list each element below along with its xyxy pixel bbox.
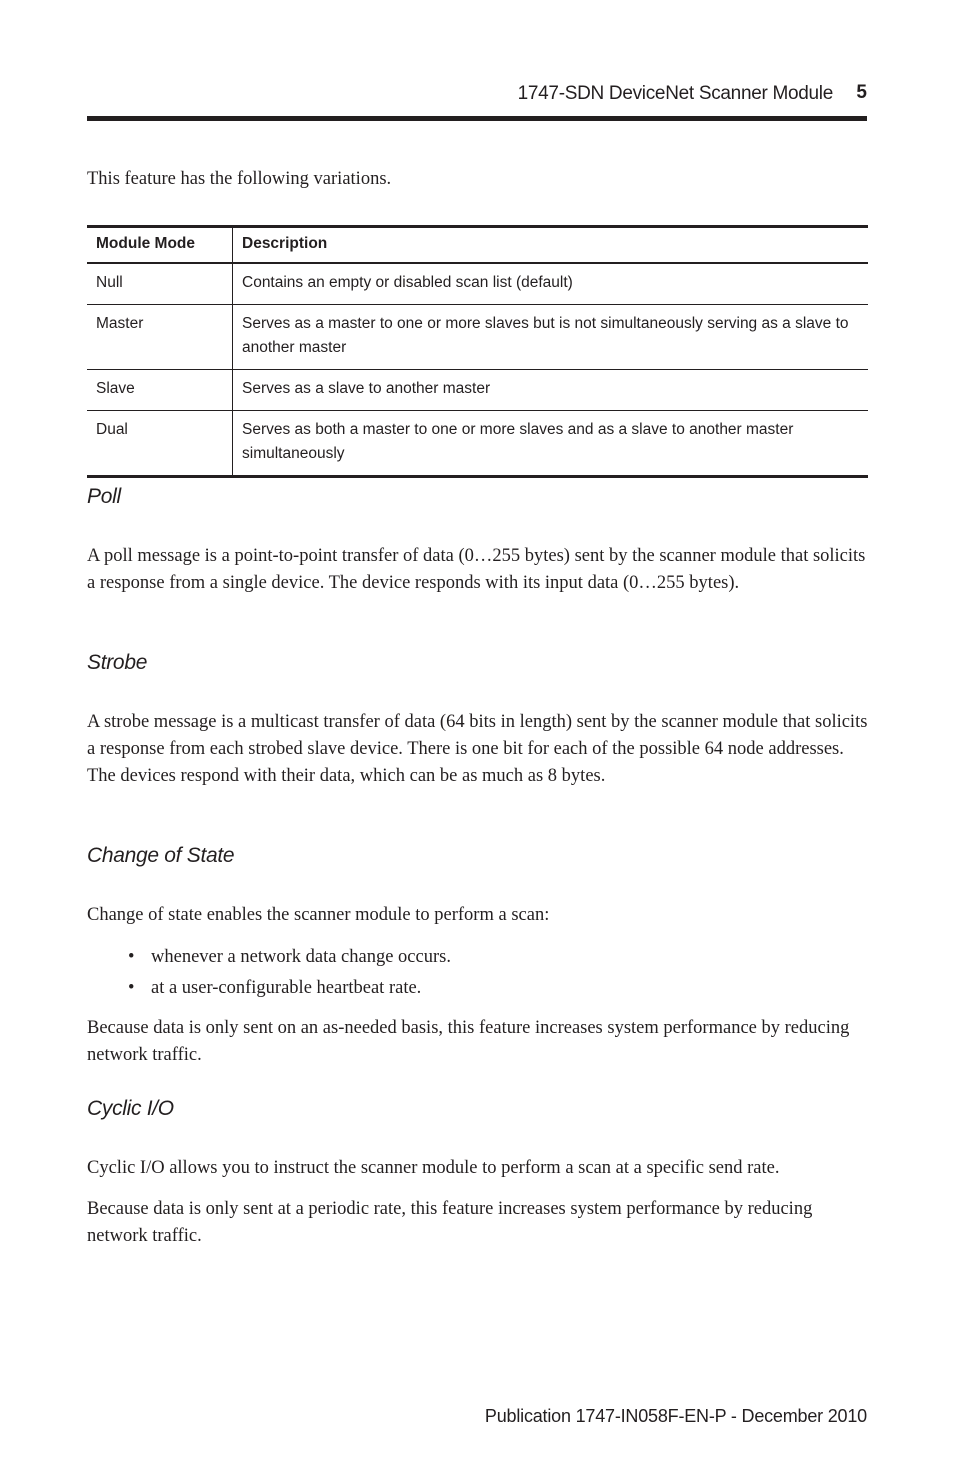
list-item	[128, 975, 451, 1006]
cyclic-paragraph-1: Cyclic I/O allows you to instruct the scanner module to perform a scan at a specific send rate.	[87, 1158, 780, 1178]
page-number: 5	[856, 82, 867, 103]
bullet-icon: •	[128, 947, 135, 967]
cyclic-paragraph-2: Because data is only sent at a periodic rate, this feature increases system performance by reducing network traffic.	[87, 1199, 813, 1246]
cos-bullet-list	[128, 944, 451, 1006]
cos-intro-paragraph: Change of state enables the scanner module to perform a scan:	[87, 905, 550, 925]
module-mode-table	[87, 225, 868, 478]
heading-cyclic-io: Cyclic I/O	[87, 1097, 174, 1120]
heading-change-of-state: Change of State	[87, 844, 235, 867]
description-cell: Serves as a master to one or more slaves but is not simultaneously serving as a slave to another master	[242, 315, 849, 356]
table-row	[87, 305, 868, 370]
mode-cell: Slave	[87, 370, 233, 411]
mode-cell: Master	[87, 305, 233, 370]
table-row	[87, 370, 868, 411]
header-rule	[87, 116, 867, 121]
intro-paragraph: This feature has the following variations.	[87, 169, 392, 189]
description-cell: Serves as a slave to another master	[242, 380, 491, 397]
table-row	[87, 411, 868, 477]
column-header-description: Description	[242, 235, 328, 252]
description-cell: Serves as both a master to one or more slaves and as a slave to another master simultaneously	[242, 421, 794, 462]
column-header-module-mode: Module Mode	[87, 227, 233, 264]
mode-cell: Null	[87, 263, 233, 305]
list-item-text: at a user-configurable heartbeat rate.	[151, 978, 422, 998]
publication-footer: Publication 1747-IN058F-EN-P - December 2010	[484, 1406, 867, 1426]
table-row	[87, 263, 868, 305]
description-cell: Contains an empty or disabled scan list (default)	[242, 274, 573, 291]
poll-paragraph: A poll message is a point-to-point transfer of data (0…255 bytes) sent by the scanner module that solicits a response from a single device. The device responds with its input data (0…255 bytes).	[87, 546, 866, 593]
header-title: 1747-SDN DeviceNet Scanner Module	[517, 83, 833, 104]
table-header-row	[87, 227, 868, 264]
strobe-paragraph: A strobe message is a multicast transfer of data (64 bits in length) sent by the scanner module that solicits a response from each strobed slave device. There is one bit for each of the possible 64 node addresses. The devices respond with their data, which can be as much as 8 bytes.	[87, 712, 868, 786]
running-header	[87, 81, 867, 107]
list-item	[128, 944, 451, 975]
list-item-text: whenever a network data change occurs.	[151, 947, 451, 967]
cos-paragraph: Because data is only sent on an as-needed basis, this feature increases system performance by reducing network traffic.	[87, 1018, 850, 1065]
bullet-icon: •	[128, 978, 135, 998]
mode-cell: Dual	[87, 411, 233, 477]
heading-strobe: Strobe	[87, 651, 148, 674]
heading-poll: Poll	[87, 485, 121, 508]
